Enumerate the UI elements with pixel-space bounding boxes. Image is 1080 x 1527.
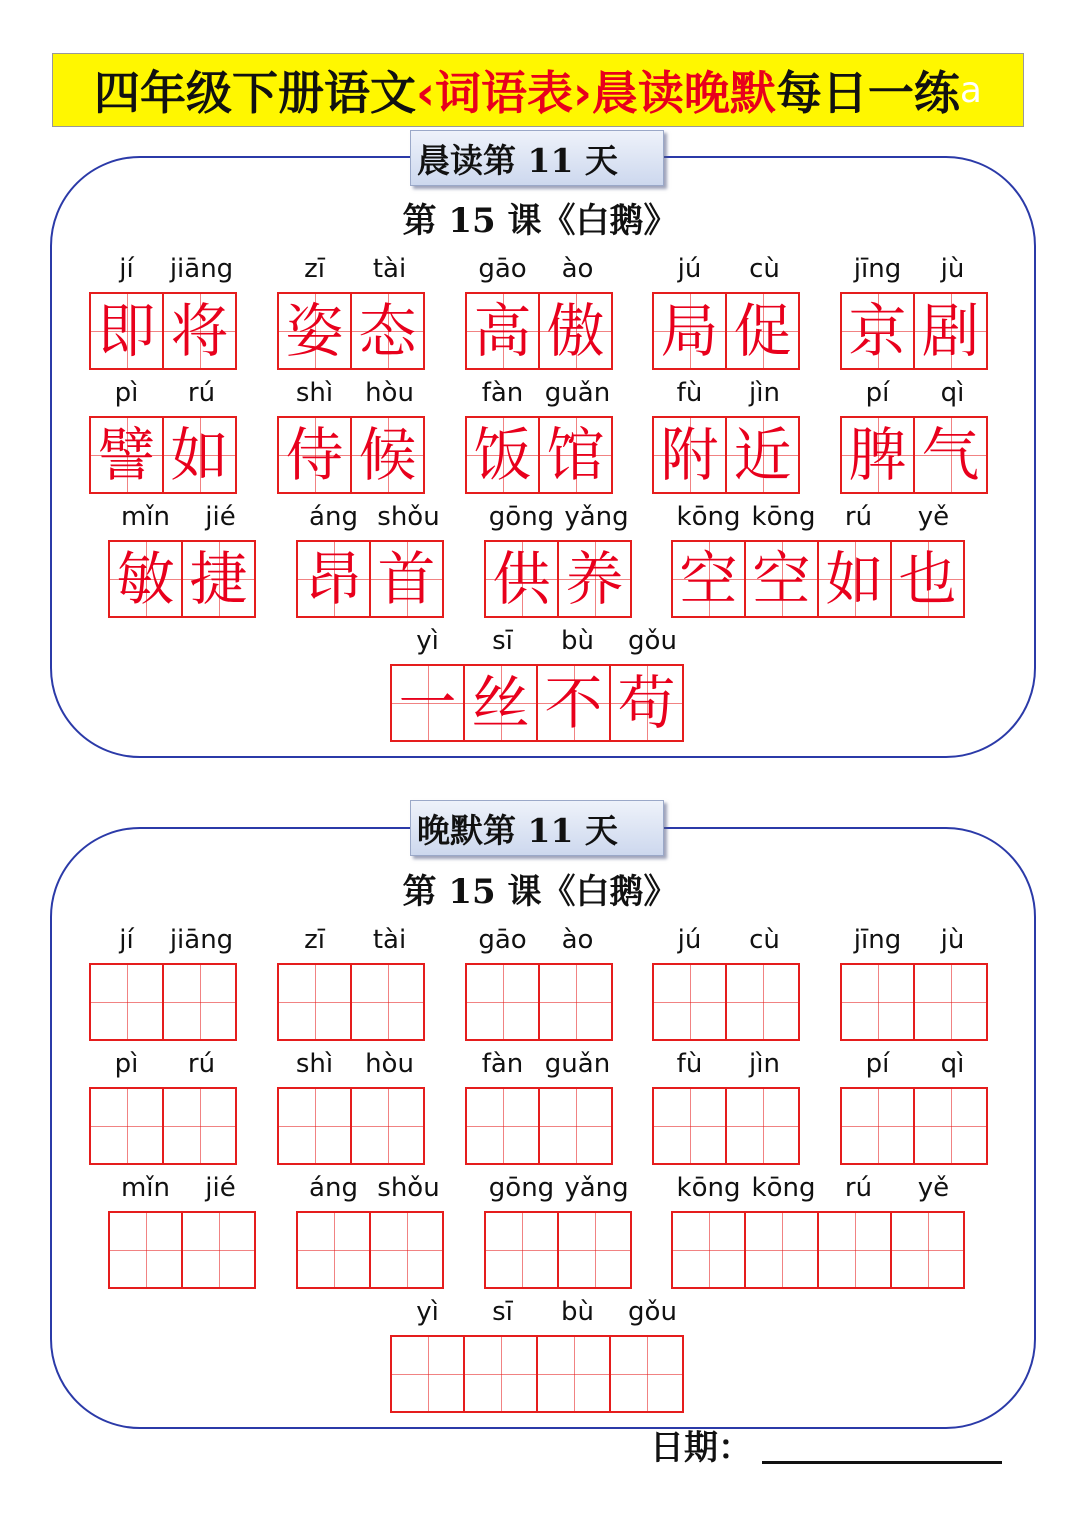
tianzige-cell [390, 664, 465, 742]
tianzige-row [840, 963, 990, 1041]
tianzige-row [465, 416, 615, 494]
pinyin-syllable: fàn [481, 378, 524, 408]
title-part-3: 每日一练 [775, 66, 960, 120]
pinyin-syllable: bù [561, 626, 594, 656]
tianzige-cell[interactable] [913, 1087, 988, 1165]
word-item [390, 1297, 690, 1413]
tianzige-cell [350, 292, 425, 370]
pinyin-syllable: fàn [481, 1049, 524, 1079]
tianzige-row [465, 963, 615, 1041]
tianzige-row [484, 1211, 634, 1289]
hanzi-char: 近 [733, 421, 792, 489]
tianzige-cell[interactable] [296, 1211, 371, 1289]
pinyin-row [840, 254, 990, 284]
pinyin-row [652, 254, 802, 284]
tianzige-cell[interactable] [369, 1211, 444, 1289]
pinyin-syllable: yì [416, 626, 439, 656]
pinyin-syllable: áng [309, 1173, 358, 1203]
pinyin-syllable: pì [114, 1049, 139, 1079]
tianzige-cell [350, 416, 425, 494]
tianzige-cell [840, 416, 915, 494]
pinyin-syllable: ào [561, 254, 594, 284]
tianzige-cell[interactable] [890, 1211, 965, 1289]
pinyin-syllable: fù [676, 378, 703, 408]
pinyin-row [671, 1173, 971, 1203]
pinyin-syllable: jīng [853, 254, 902, 284]
word-item [840, 1049, 990, 1165]
tianzige-cell[interactable] [181, 1211, 256, 1289]
pinyin-syllable: yě [917, 502, 950, 532]
pinyin-syllable: ào [561, 925, 594, 955]
word-item [671, 1173, 971, 1289]
tianzige-cell [725, 292, 800, 370]
word-item [277, 378, 427, 494]
pinyin-syllable: kōng [676, 502, 741, 532]
pinyin-syllable: jīng [853, 925, 902, 955]
pinyin-syllable: cù [749, 254, 780, 284]
tianzige-row [840, 1087, 990, 1165]
pinyin-syllable: rú [187, 378, 216, 408]
pinyin-row [89, 378, 239, 408]
tianzige-cell[interactable] [652, 963, 727, 1041]
title-part-1: 四年级下册语文 [94, 66, 416, 120]
pinyin-row [465, 1049, 615, 1079]
pinyin-syllable: kōng [751, 1173, 816, 1203]
pinyin-syllable: bù [561, 1297, 594, 1327]
tianzige-cell[interactable] [465, 1087, 540, 1165]
pinyin-syllable: pì [114, 378, 139, 408]
title-banner [52, 53, 1024, 127]
pinyin-row [390, 626, 690, 656]
pinyin-syllable: qì [940, 1049, 965, 1079]
pinyin-row [390, 1297, 690, 1327]
word-item [89, 378, 239, 494]
word-item [652, 925, 802, 1041]
word-item [108, 502, 258, 618]
tianzige-row [465, 1087, 615, 1165]
hanzi-char: 空 [752, 545, 811, 613]
tianzige-cell[interactable] [463, 1335, 538, 1413]
tianzige-cell[interactable] [350, 1087, 425, 1165]
pinyin-syllable: jí [119, 925, 134, 955]
hanzi-char: 丝 [471, 669, 530, 737]
tianzige-cell [89, 416, 164, 494]
tianzige-cell [89, 292, 164, 370]
pinyin-syllable: tài [372, 254, 407, 284]
tianzige-row [89, 963, 239, 1041]
tianzige-cell [913, 292, 988, 370]
tianzige-cell[interactable] [89, 1087, 164, 1165]
date-label: 日期： [650, 1428, 752, 1468]
hanzi-char: 昂 [304, 545, 363, 613]
word-item [277, 925, 427, 1041]
tianzige-row [840, 292, 990, 370]
word-item [277, 1049, 427, 1165]
pinyin-syllable: yě [917, 1173, 950, 1203]
tianzige-cell [296, 540, 371, 618]
tianzige-cell [465, 292, 540, 370]
pinyin-syllable: fù [676, 1049, 703, 1079]
tianzige-cell [817, 540, 892, 618]
pinyin-row [89, 254, 239, 284]
tianzige-cell [840, 292, 915, 370]
tianzige-cell [538, 416, 613, 494]
hanzi-char: 一 [398, 669, 457, 737]
morning-label: 晨读第 11 天 [410, 130, 664, 186]
pinyin-syllable: zī [304, 925, 325, 955]
pinyin-syllable: jìn [749, 1049, 780, 1079]
word-item [840, 254, 990, 370]
pinyin-syllable: shì [295, 378, 334, 408]
pinyin-row [277, 1049, 427, 1079]
evening-label: 晚默第 11 天 [410, 800, 664, 856]
pinyin-row [108, 502, 258, 532]
word-item [465, 1049, 615, 1165]
pinyin-syllable: guǎn [544, 1049, 611, 1079]
tianzige-row [277, 292, 427, 370]
hanzi-char: 傲 [546, 297, 605, 365]
pinyin-syllable: jié [205, 502, 236, 532]
hanzi-char: 将 [170, 297, 229, 365]
tianzige-cell[interactable] [162, 963, 237, 1041]
word-item [840, 925, 990, 1041]
word-item [89, 925, 239, 1041]
pinyin-row [484, 502, 634, 532]
tianzige-row [108, 1211, 258, 1289]
date-blank[interactable] [762, 1461, 1002, 1464]
tianzige-row [652, 963, 802, 1041]
pinyin-syllable: jù [940, 925, 965, 955]
hanzi-char: 高 [473, 297, 532, 365]
word-item [840, 378, 990, 494]
hanzi-char: 饭 [473, 421, 532, 489]
pinyin-syllable: mǐn [120, 1173, 171, 1203]
tianzige-cell [725, 416, 800, 494]
pinyin-row [652, 925, 802, 955]
pinyin-syllable: jié [205, 1173, 236, 1203]
word-item [277, 254, 427, 370]
tianzige-row [840, 416, 990, 494]
hanzi-char: 空 [679, 545, 738, 613]
pinyin-syllable: tài [372, 925, 407, 955]
tianzige-cell[interactable] [350, 963, 425, 1041]
tianzige-cell [463, 664, 538, 742]
tianzige-cell [744, 540, 819, 618]
hanzi-char: 敏 [116, 545, 175, 613]
tianzige-row [652, 292, 802, 370]
pinyin-row [277, 378, 427, 408]
pinyin-syllable: jiāng [169, 254, 234, 284]
tianzige-cell[interactable] [817, 1211, 892, 1289]
word-item [671, 502, 971, 618]
hanzi-char: 剧 [921, 297, 980, 365]
tianzige-cell[interactable] [536, 1335, 611, 1413]
tianzige-cell [277, 416, 352, 494]
pinyin-row [840, 378, 990, 408]
hanzi-char: 附 [660, 421, 719, 489]
pinyin-syllable: jiāng [169, 925, 234, 955]
pinyin-row [671, 502, 971, 532]
tianzige-cell [609, 664, 684, 742]
tianzige-cell[interactable] [652, 1087, 727, 1165]
hanzi-char: 京 [848, 297, 907, 365]
tianzige-row [277, 1087, 427, 1165]
pinyin-syllable: cù [749, 925, 780, 955]
word-item [296, 502, 446, 618]
hanzi-char: 譬 [97, 421, 156, 489]
pinyin-syllable: kōng [676, 1173, 741, 1203]
tianzige-row [484, 540, 634, 618]
tianzige-cell [538, 292, 613, 370]
tianzige-cell[interactable] [840, 963, 915, 1041]
tianzige-cell [277, 292, 352, 370]
word-item [89, 254, 239, 370]
pinyin-row [108, 1173, 258, 1203]
hanzi-char: 脾 [848, 421, 907, 489]
word-item [465, 254, 615, 370]
hanzi-char: 也 [898, 545, 957, 613]
tianzige-cell[interactable] [465, 963, 540, 1041]
hanzi-char: 态 [358, 297, 417, 365]
tianzige-row [671, 540, 971, 618]
pinyin-syllable: mǐn [120, 502, 171, 532]
tianzige-row [390, 664, 690, 742]
tianzige-row [390, 1335, 690, 1413]
tianzige-cell[interactable] [390, 1335, 465, 1413]
pinyin-row [89, 1049, 239, 1079]
tianzige-cell [108, 540, 183, 618]
hanzi-char: 候 [358, 421, 417, 489]
morning-lesson-title: 第 15 课《白鹅》 [402, 201, 678, 241]
hanzi-char: 如 [825, 545, 884, 613]
tianzige-cell [181, 540, 256, 618]
tianzige-cell [890, 540, 965, 618]
pinyin-syllable: rú [844, 502, 873, 532]
tianzige-cell [369, 540, 444, 618]
pinyin-syllable: jí [119, 254, 134, 284]
tianzige-cell[interactable] [671, 1211, 746, 1289]
tianzige-cell[interactable] [609, 1335, 684, 1413]
tianzige-cell[interactable] [484, 1211, 559, 1289]
pinyin-syllable: hòu [365, 1049, 414, 1079]
tianzige-row [671, 1211, 971, 1289]
pinyin-syllable: sī [492, 1297, 513, 1327]
pinyin-syllable: gǒu [628, 1297, 677, 1327]
pinyin-row [296, 502, 446, 532]
tianzige-cell[interactable] [162, 1087, 237, 1165]
pinyin-syllable: pí [865, 378, 890, 408]
hanzi-char: 局 [660, 297, 719, 365]
tianzige-cell[interactable] [913, 963, 988, 1041]
pinyin-syllable: shì [295, 1049, 334, 1079]
tianzige-row [652, 416, 802, 494]
tianzige-cell [536, 664, 611, 742]
pinyin-syllable: qì [940, 378, 965, 408]
pinyin-syllable: yì [416, 1297, 439, 1327]
tianzige-cell [652, 416, 727, 494]
word-item [296, 1173, 446, 1289]
evening-lesson-title: 第 15 课《白鹅》 [402, 872, 678, 912]
pinyin-syllable: zī [304, 254, 325, 284]
tianzige-cell [557, 540, 632, 618]
pinyin-syllable: sī [492, 626, 513, 656]
hanzi-char: 首 [377, 545, 436, 613]
tianzige-cell[interactable] [108, 1211, 183, 1289]
word-item [108, 1173, 258, 1289]
pinyin-syllable: jù [940, 254, 965, 284]
pinyin-syllable: jú [677, 925, 702, 955]
pinyin-row [465, 254, 615, 284]
pinyin-syllable: áng [309, 502, 358, 532]
pinyin-syllable: jìn [749, 378, 780, 408]
hanzi-char: 侍 [285, 421, 344, 489]
title-part-2: ‹词语表›晨读晚默 [416, 66, 776, 120]
pinyin-syllable: gōng [488, 1173, 555, 1203]
pinyin-row [840, 1049, 990, 1079]
word-item [652, 378, 802, 494]
pinyin-row [277, 925, 427, 955]
tianzige-cell[interactable] [277, 963, 352, 1041]
word-item [465, 925, 615, 1041]
tianzige-cell [162, 416, 237, 494]
tianzige-cell[interactable] [89, 963, 164, 1041]
title-part-4: a [959, 69, 982, 111]
hanzi-char: 气 [921, 421, 980, 489]
pinyin-row [484, 1173, 634, 1203]
tianzige-row [465, 292, 615, 370]
pinyin-row [277, 254, 427, 284]
word-item [465, 378, 615, 494]
tianzige-row [108, 540, 258, 618]
tianzige-cell[interactable] [538, 963, 613, 1041]
pinyin-syllable: rú [187, 1049, 216, 1079]
pinyin-syllable: hòu [365, 378, 414, 408]
hanzi-char: 即 [97, 297, 156, 365]
tianzige-row [89, 292, 239, 370]
tianzige-cell[interactable] [725, 1087, 800, 1165]
hanzi-char: 如 [170, 421, 229, 489]
word-item [484, 502, 634, 618]
pinyin-syllable: yǎng [564, 1173, 629, 1203]
tianzige-cell [484, 540, 559, 618]
pinyin-syllable: yǎng [564, 502, 629, 532]
tianzige-cell [652, 292, 727, 370]
pinyin-syllable: guǎn [544, 378, 611, 408]
tianzige-cell[interactable] [744, 1211, 819, 1289]
tianzige-cell[interactable] [725, 963, 800, 1041]
pinyin-row [465, 925, 615, 955]
pinyin-syllable: gāo [478, 254, 527, 284]
hanzi-char: 促 [733, 297, 792, 365]
tianzige-row [296, 1211, 446, 1289]
pinyin-row [652, 1049, 802, 1079]
pinyin-row [840, 925, 990, 955]
hanzi-char: 不 [544, 669, 603, 737]
hanzi-char: 供 [492, 545, 551, 613]
word-item [484, 1173, 634, 1289]
tianzige-cell [913, 416, 988, 494]
tianzige-row [277, 963, 427, 1041]
tianzige-cell [162, 292, 237, 370]
tianzige-cell[interactable] [277, 1087, 352, 1165]
hanzi-char: 苟 [617, 669, 676, 737]
pinyin-syllable: shǒu [377, 1173, 440, 1203]
hanzi-char: 养 [565, 545, 624, 613]
tianzige-cell[interactable] [538, 1087, 613, 1165]
tianzige-row [652, 1087, 802, 1165]
tianzige-cell[interactable] [557, 1211, 632, 1289]
pinyin-syllable: gāo [478, 925, 527, 955]
pinyin-syllable: kōng [751, 502, 816, 532]
pinyin-syllable: gōng [488, 502, 555, 532]
word-item [390, 626, 690, 742]
pinyin-row [296, 1173, 446, 1203]
tianzige-cell[interactable] [840, 1087, 915, 1165]
hanzi-char: 馆 [546, 421, 605, 489]
pinyin-row [465, 378, 615, 408]
word-item [652, 254, 802, 370]
tianzige-row [277, 416, 427, 494]
tianzige-cell [465, 416, 540, 494]
pinyin-syllable: rú [844, 1173, 873, 1203]
pinyin-row [652, 378, 802, 408]
word-item [652, 1049, 802, 1165]
tianzige-row [89, 416, 239, 494]
pinyin-syllable: gǒu [628, 626, 677, 656]
hanzi-char: 捷 [189, 545, 248, 613]
tianzige-row [296, 540, 446, 618]
pinyin-syllable: pí [865, 1049, 890, 1079]
hanzi-char: 姿 [285, 297, 344, 365]
tianzige-cell [671, 540, 746, 618]
pinyin-syllable: shǒu [377, 502, 440, 532]
pinyin-syllable: jú [677, 254, 702, 284]
pinyin-row [89, 925, 239, 955]
tianzige-row [89, 1087, 239, 1165]
word-item [89, 1049, 239, 1165]
